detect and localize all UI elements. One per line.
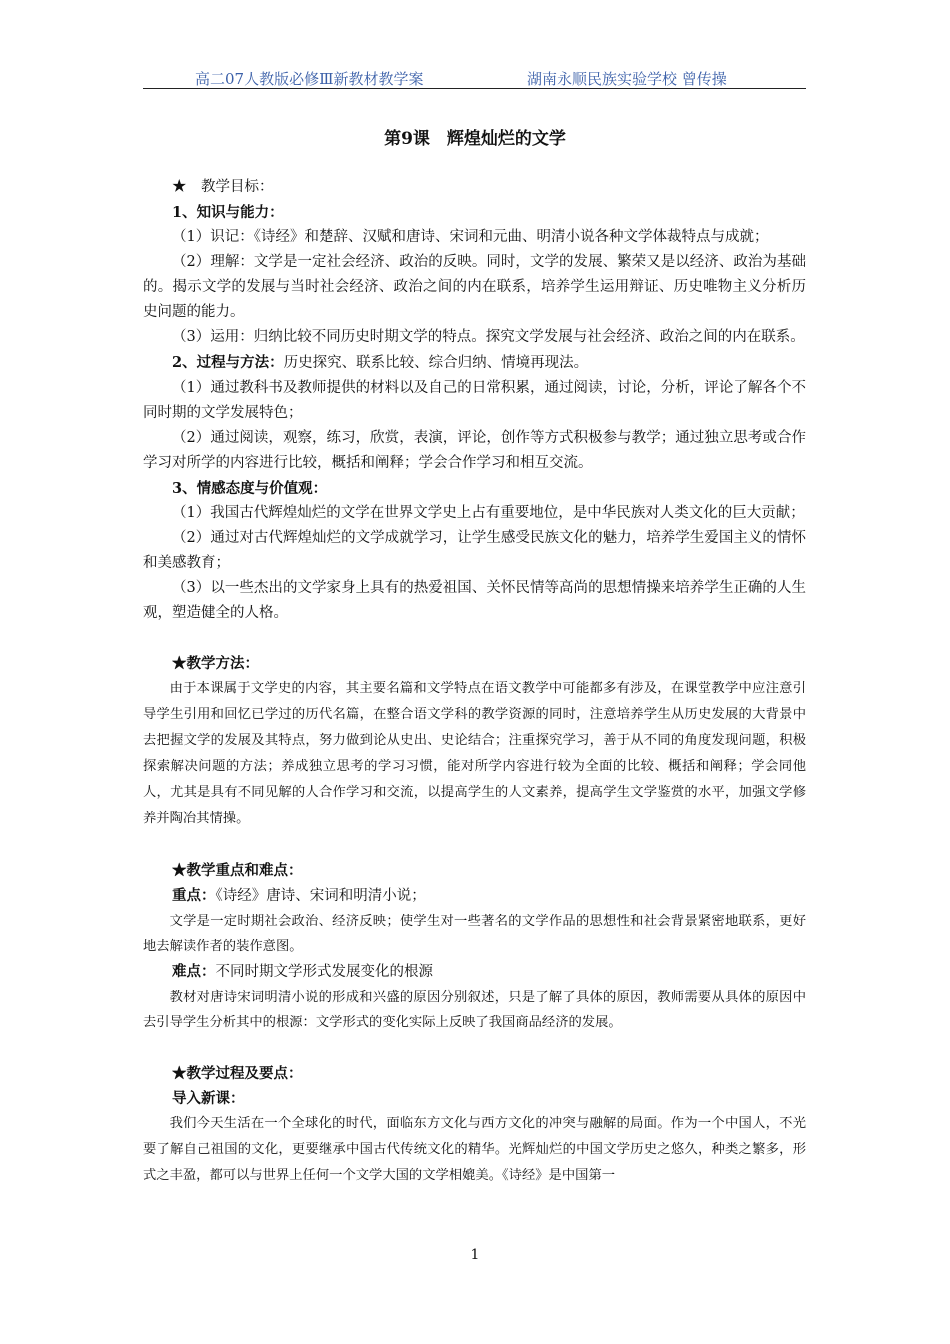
intro-heading: 导入新课： xyxy=(172,1090,245,1107)
lesson-title: 第9课 辉煌灿烂的文学 xyxy=(384,129,566,149)
document-body xyxy=(143,175,806,1189)
knowledge-item-3: （3）运用：归纳比较不同历史时期文学的特点。探究文学发展与社会经济、政治之间的内在联系。 xyxy=(172,329,805,345)
emotion-item-2: （2）通过对古代辉煌灿烂的文学成就学习，让学生感受民族文化的魅力，培养学生爱国主义的情怀和美感教育； xyxy=(143,530,806,571)
process-item-2: （2）通过阅读，观察，练习，欣赏，表演，评论，创作等方式积极参与教学；通过独立思考或合作学习对所学的内容进行比较，概括和阐释；学会合作学习和相互交流。 xyxy=(143,430,806,471)
process-item-1: （1）通过教科书及教师提供的材料以及自己的日常积累，通过阅读，讨论，分析，评论了解各个不同时期的文学发展特色； xyxy=(143,380,806,421)
page-number: 1 xyxy=(470,1247,480,1263)
methods-heading: ★教学方法： xyxy=(172,655,259,672)
keypoints-heading: ★教学重点和难点： xyxy=(172,862,303,879)
process-heading: 2、过程与方法： xyxy=(172,354,284,371)
intro-text: 我们今天生活在一个全球化的时代，面临东方文化与西方文化的冲突与融解的局面。作为一个中国人，不光要了解自己祖国的文化，更要继承中国古代传统文化的精华。光辉灿烂的中国文学历史之悠久，种类之繁多，形式之丰盈，都可以与世界上任何一个文学大国的文学相媲美。《诗经》是中国第一 xyxy=(143,1116,806,1183)
methods-text: 由于本课属于文学史的内容，其主要名篇和文学特点在语文教学中可能都多有涉及，在课堂教学中应注意引导学生引用和回忆已学过的历代名篇，在整合语文学科的教学资源的同时，注意培养学生从历史发展的大背景中去把握文学的发展及其特点，努力做到论从史出、史论结合；注重探究学习，善于从不同的角度发现问题，积极探索解决问题的方法；养成独立思考的学习习惯，能对所学内容进行较为全面的比较、概括和阐释；学会同他人，尤其是具有不同见解的人合作学习和交流，以提高学生的人文素养，提高学生文学鉴赏的水平，加强文学修养并陶冶其情操。 xyxy=(143,681,806,826)
difficulty-line xyxy=(143,959,806,985)
knowledge-heading: 1、知识与能力： xyxy=(172,204,284,221)
knowledge-item-2: （2）理解：文学是一定社会经济、政治的反映。同时，文学的发展、繁荣又是以经济、政治为基础的。揭示文学的发展与当时社会经济、政治之间的内在联系，培养学生运用辩证、历史唯物主义分析历史问题的能力。 xyxy=(143,254,806,320)
procedure-heading: ★教学过程及要点： xyxy=(172,1065,303,1082)
knowledge-item-1: （1）识记：《诗经》和楚辞、汉赋和唐诗、宋词和元曲、明清小说各种文学体裁特点与成就； xyxy=(172,229,769,245)
focus-detail: 文学是一定时期社会政治、经济反映；使学生对一些著名的文学作品的思想性和社会背景紧密地联系，更好地去解读作者的装作意图。 xyxy=(143,914,806,954)
header-school-author: 湖南永顺民族实验学校 曾传操 xyxy=(527,70,727,88)
difficulty-detail: 教材对唐诗宋词明清小说的形成和兴盛的原因分别叙述，只是了解了具体的原因，教师需要从具体的原因中去引导学生分析其中的根源：文学形式的变化实际上反映了我国商品经济的发展。 xyxy=(143,990,806,1030)
focus-line xyxy=(143,883,806,909)
header-course-title: 高二07人教版必修Ⅲ新教材教学案 xyxy=(195,70,424,88)
process-line xyxy=(143,350,806,376)
objectives-heading: ★ 教学目标： xyxy=(172,179,274,195)
emotion-item-3: （3）以一些杰出的文学家身上具有的热爱祖国、关怀民情等高尚的思想情操来培养学生正确的人生观，塑造健全的人格。 xyxy=(143,580,806,621)
focus-label: 重点： xyxy=(172,887,216,904)
difficulty-text: 不同时期文学形式发展变化的根源 xyxy=(215,964,433,980)
emotion-heading: 3、情感态度与价值观： xyxy=(172,480,328,497)
page-header xyxy=(143,66,806,89)
emotion-item-1: （1）我国古代辉煌灿烂的文学在世界文学史上占有重要地位，是中华民族对人类文化的巨大贡献； xyxy=(172,505,805,521)
difficulty-label: 难点： xyxy=(172,963,216,980)
focus-text: 《诗经》唐诗、宋词和明清小说； xyxy=(215,888,426,904)
process-text: 历史探究、联系比较、综合归纳、情境再现法。 xyxy=(283,355,589,371)
